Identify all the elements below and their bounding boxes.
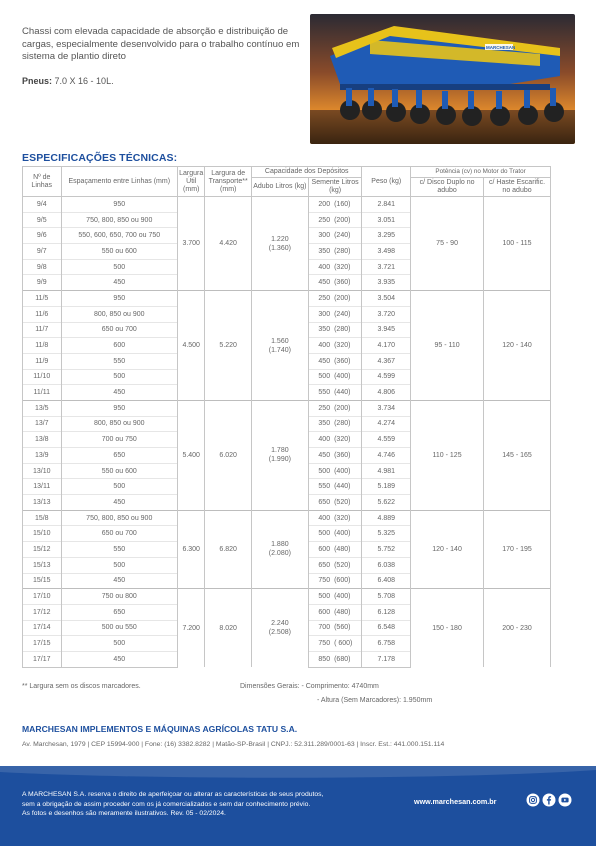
cell-lines: 13/8 <box>23 432 62 448</box>
seed-kg: (280) <box>334 420 351 428</box>
spec-title: ESPECIFICAÇÕES TÉCNICAS: <box>22 152 178 164</box>
seed-liters: 250 <box>318 404 331 412</box>
cell-shank: 200 - 230 <box>484 589 551 667</box>
seed-liters: 300 <box>318 310 331 318</box>
cell-weight: 7.178 <box>362 651 411 667</box>
seed-liters: 500 <box>318 593 331 601</box>
cell-seed <box>308 589 362 605</box>
cell-weight: 4.746 <box>362 448 411 464</box>
cell-weight: 4.889 <box>362 510 411 526</box>
cell-disc: 75 - 90 <box>411 197 484 291</box>
cell-weight: 3.051 <box>362 212 411 228</box>
seed-liters: 250 <box>318 294 331 302</box>
cell-spacing: 600 <box>61 338 178 354</box>
cell-lines: 11/8 <box>23 338 62 354</box>
cell-seed <box>308 620 362 636</box>
cell-weight: 6.038 <box>362 557 411 573</box>
cell-weight: 4.559 <box>362 432 411 448</box>
seed-liters: 400 <box>318 263 331 271</box>
seed-kg: (160) <box>334 200 351 208</box>
seed-liters: 600 <box>318 545 331 553</box>
cell-spacing: 650 <box>61 604 178 620</box>
footer-line-1: A MARCHESAN S.A. reserva o direito de aperfeiçoar ou alterar as características de seus produtos, <box>22 791 324 798</box>
company-address: Av. Marchesan, 1979 | CEP 15994-900 | Fone: (16) 3382.8282 | Matão-SP-Brasil | CNPJ.: 52.311.289/0001-63 | Inscr. Est.: 441.000.151.114 <box>22 741 445 748</box>
seed-liters: 400 <box>318 436 331 444</box>
cell-weight: 4.599 <box>362 369 411 385</box>
cell-seed <box>308 353 362 369</box>
cell-fertilizer <box>252 400 309 510</box>
table-row <box>23 589 551 605</box>
cell-weight: 6.548 <box>362 620 411 636</box>
seed-kg: (480) <box>334 608 351 616</box>
header-spacing: Espaçamento entre Linhas (mm) <box>61 167 178 197</box>
cell-transport: 6.020 <box>205 400 252 510</box>
cell-seed <box>308 275 362 291</box>
cell-width: 7.200 <box>178 589 205 667</box>
company-name: MARCHESAN IMPLEMENTOS E MÁQUINAS AGRÍCOLAS TATU S.A. <box>22 724 298 734</box>
seed-kg: (240) <box>334 310 351 318</box>
cell-seed <box>308 244 362 260</box>
cell-fertilizer <box>252 510 309 588</box>
seed-liters: 350 <box>318 247 331 255</box>
seed-kg: (520) <box>334 561 351 569</box>
cell-spacing: 800, 850 ou 900 <box>61 416 178 432</box>
seed-liters: 650 <box>318 498 331 506</box>
tires-value: 7.0 X 16 - 10L. <box>54 76 114 86</box>
cell-weight: 5.708 <box>362 589 411 605</box>
seed-kg: ( 600) <box>334 640 353 648</box>
seed-kg: (480) <box>334 545 351 553</box>
cell-disc: 150 - 180 <box>411 589 484 667</box>
cell-weight: 5.189 <box>362 479 411 495</box>
cell-lines: 11/7 <box>23 322 62 338</box>
fertilizer-liters: 1.560 <box>271 337 289 345</box>
cell-spacing: 950 <box>61 400 178 416</box>
brand-text: MARCHESAN <box>486 45 516 50</box>
seed-kg: (320) <box>334 342 351 350</box>
header-capacity: Capacidade dos Depósitos <box>252 167 362 178</box>
seed-liters: 350 <box>318 420 331 428</box>
cell-spacing: 500 <box>61 557 178 573</box>
fertilizer-liters: 2.240 <box>271 620 289 628</box>
fertilizer-kg: (2.080) <box>268 550 291 558</box>
cell-weight: 5.325 <box>362 526 411 542</box>
seed-kg: (320) <box>334 514 351 522</box>
footer-line-2: sem a obrigação de assim proceder com os já comercializados e sem dar conhecimento prévio. <box>22 800 311 808</box>
seed-kg: (600) <box>334 577 351 585</box>
seed-kg: (400) <box>334 593 351 601</box>
cell-seed <box>308 604 362 620</box>
footer-bar <box>0 766 596 846</box>
dimensions-height: - Altura (Sem Marcadores): 1.950mm <box>317 697 433 704</box>
header-seed: Semente Litros (kg) <box>308 178 362 197</box>
cell-seed <box>308 573 362 589</box>
social-icons <box>526 793 572 807</box>
fertilizer-kg: (1.990) <box>268 456 291 464</box>
seed-liters: 300 <box>318 232 331 240</box>
seed-kg: (200) <box>334 294 351 302</box>
cell-weight: 3.721 <box>362 259 411 275</box>
seed-kg: (360) <box>334 279 351 287</box>
cell-lines: 15/12 <box>23 542 62 558</box>
cell-width: 4.500 <box>178 291 205 401</box>
cell-disc: 120 - 140 <box>411 510 484 588</box>
seed-liters: 350 <box>318 326 331 334</box>
cell-width: 5.400 <box>178 400 205 510</box>
footer-website-link[interactable]: www.marchesan.com.br <box>414 797 497 806</box>
header-transport: Largura de Transporte** (mm) <box>205 167 252 197</box>
seed-liters: 400 <box>318 342 331 350</box>
header-weight: Peso (kg) <box>362 167 411 197</box>
cell-weight: 6.128 <box>362 604 411 620</box>
cell-lines: 15/8 <box>23 510 62 526</box>
seed-liters: 550 <box>318 389 331 397</box>
fertilizer-liters: 1.880 <box>271 541 289 549</box>
seed-kg: (400) <box>334 530 351 538</box>
cell-seed <box>308 463 362 479</box>
cell-lines: 17/15 <box>23 636 62 652</box>
table-row <box>23 197 551 213</box>
seed-kg: (320) <box>334 263 351 271</box>
seed-kg: (440) <box>334 389 351 397</box>
cell-weight: 4.170 <box>362 338 411 354</box>
cell-spacing: 500 <box>61 369 178 385</box>
cell-lines: 11/10 <box>23 369 62 385</box>
seed-liters: 700 <box>318 624 331 632</box>
cell-weight: 2.841 <box>362 197 411 213</box>
product-photo <box>310 14 575 144</box>
footnote: ** Largura sem os discos marcadores. <box>22 683 141 690</box>
seed-liters: 500 <box>318 373 331 381</box>
cell-weight: 3.295 <box>362 228 411 244</box>
cell-spacing: 750 ou 800 <box>61 589 178 605</box>
cell-lines: 11/5 <box>23 291 62 307</box>
header-lines: Nº de Linhas <box>23 167 62 197</box>
cell-lines: 13/5 <box>23 400 62 416</box>
cell-shank: 170 - 195 <box>484 510 551 588</box>
cell-spacing: 950 <box>61 197 178 213</box>
cell-seed <box>308 636 362 652</box>
seed-liters: 250 <box>318 216 331 224</box>
seed-liters: 400 <box>318 514 331 522</box>
seed-kg: (360) <box>334 451 351 459</box>
cell-fertilizer <box>252 589 309 667</box>
cell-lines: 9/4 <box>23 197 62 213</box>
cell-lines: 15/13 <box>23 557 62 573</box>
spec-table <box>22 166 551 668</box>
seed-liters: 750 <box>318 577 331 585</box>
table-row <box>23 291 551 307</box>
seed-kg: (440) <box>334 483 351 491</box>
cell-fertilizer <box>252 197 309 291</box>
cell-weight: 3.504 <box>362 291 411 307</box>
cell-spacing: 500 <box>61 259 178 275</box>
cell-lines: 13/10 <box>23 463 62 479</box>
cell-spacing: 750, 800, 850 ou 900 <box>61 510 178 526</box>
cell-lines: 11/6 <box>23 306 62 322</box>
cell-disc: 95 - 110 <box>411 291 484 401</box>
cell-weight: 6.758 <box>362 636 411 652</box>
cell-seed <box>308 338 362 354</box>
seed-liters: 650 <box>318 561 331 569</box>
seed-liters: 550 <box>318 483 331 491</box>
cell-lines: 11/11 <box>23 385 62 401</box>
cell-seed <box>308 212 362 228</box>
cell-seed <box>308 510 362 526</box>
cell-weight: 3.734 <box>362 400 411 416</box>
fertilizer-liters: 1.780 <box>271 447 289 455</box>
cell-weight: 3.935 <box>362 275 411 291</box>
cell-lines: 15/10 <box>23 526 62 542</box>
dimensions-length: Dimensões Gerais: - Comprimento: 4740mm <box>240 683 379 690</box>
cell-lines: 17/14 <box>23 620 62 636</box>
footer-disclaimer <box>22 790 402 819</box>
tires-label: Pneus: <box>22 76 53 86</box>
cell-spacing: 950 <box>61 291 178 307</box>
cell-lines: 11/9 <box>23 353 62 369</box>
cell-lines: 9/5 <box>23 212 62 228</box>
cell-spacing: 450 <box>61 651 178 667</box>
fertilizer-kg: (1.740) <box>268 346 291 354</box>
seed-kg: (320) <box>334 436 351 444</box>
table-row <box>23 510 551 526</box>
cell-seed <box>308 385 362 401</box>
facebook-icon[interactable] <box>542 793 556 807</box>
cell-spacing: 500 <box>61 636 178 652</box>
fertilizer-liters: 1.220 <box>271 235 289 243</box>
cell-spacing: 650 ou 700 <box>61 526 178 542</box>
cell-spacing: 550, 600, 650, 700 ou 750 <box>61 228 178 244</box>
cell-weight: 4.367 <box>362 353 411 369</box>
cell-transport: 4.420 <box>205 197 252 291</box>
cell-seed <box>308 306 362 322</box>
cell-weight: 6.408 <box>362 573 411 589</box>
header-power: Potência (cv) no Motor do Trator <box>411 167 551 178</box>
cell-shank: 100 - 115 <box>484 197 551 291</box>
cell-lines: 9/8 <box>23 259 62 275</box>
table-row <box>23 400 551 416</box>
cell-spacing: 750, 800, 850 ou 900 <box>61 212 178 228</box>
cell-fertilizer <box>252 291 309 401</box>
seed-liters: 200 <box>318 200 331 208</box>
cell-lines: 13/7 <box>23 416 62 432</box>
cell-lines: 17/10 <box>23 589 62 605</box>
cell-spacing: 500 ou 550 <box>61 620 178 636</box>
seed-kg: (560) <box>334 624 351 632</box>
seed-liters: 500 <box>318 467 331 475</box>
cell-seed <box>308 526 362 542</box>
cell-weight: 5.752 <box>362 542 411 558</box>
tires-spec <box>22 76 114 86</box>
header-fertilizer: Adubo Litros (kg) <box>252 178 309 197</box>
cell-seed <box>308 479 362 495</box>
seed-kg: (240) <box>334 232 351 240</box>
fertilizer-kg: (2.508) <box>268 629 291 637</box>
cell-spacing: 800, 850 ou 900 <box>61 306 178 322</box>
cell-seed <box>308 432 362 448</box>
seed-liters: 600 <box>318 608 331 616</box>
seed-kg: (680) <box>334 655 351 663</box>
seed-liters: 450 <box>318 451 331 459</box>
cell-transport: 5.220 <box>205 291 252 401</box>
cell-width: 3.700 <box>178 197 205 291</box>
header-width: Largura Útil (mm) <box>178 167 205 197</box>
cell-weight: 3.498 <box>362 244 411 260</box>
cell-lines: 9/7 <box>23 244 62 260</box>
seed-liters: 450 <box>318 357 331 365</box>
seed-kg: (280) <box>334 326 351 334</box>
footer-wave <box>0 766 596 780</box>
cell-lines: 13/13 <box>23 495 62 511</box>
cell-disc: 110 - 125 <box>411 400 484 510</box>
cell-shank: 145 - 165 <box>484 400 551 510</box>
cell-transport: 6.820 <box>205 510 252 588</box>
cell-spacing: 550 ou 600 <box>61 463 178 479</box>
cell-seed <box>308 495 362 511</box>
cell-spacing: 650 <box>61 448 178 464</box>
cell-spacing: 550 <box>61 542 178 558</box>
cell-seed <box>308 448 362 464</box>
cell-lines: 15/15 <box>23 573 62 589</box>
cell-spacing: 550 <box>61 353 178 369</box>
cell-seed <box>308 291 362 307</box>
cell-spacing: 700 ou 750 <box>61 432 178 448</box>
cell-shank: 120 - 140 <box>484 291 551 401</box>
cell-transport: 8.020 <box>205 589 252 667</box>
seed-kg: (200) <box>334 216 351 224</box>
intro-description: Chassi com elevada capacidade de absorção e distribuição de cargas, especialmente desenvolvido para o trabalho contínuo em sistema de plantio direto <box>22 26 300 63</box>
seed-liters: 500 <box>318 530 331 538</box>
seed-kg: (400) <box>334 373 351 381</box>
footer-line-3: As fotos e desenhos são meramente ilustrativos. Rev. 05 - 02/2024. <box>22 810 226 818</box>
cell-seed <box>308 322 362 338</box>
cell-seed <box>308 197 362 213</box>
seed-kg: (280) <box>334 247 351 255</box>
seed-liters: 850 <box>318 655 331 663</box>
cell-seed <box>308 369 362 385</box>
cell-seed <box>308 557 362 573</box>
seed-liters: 750 <box>318 640 331 648</box>
cell-seed <box>308 228 362 244</box>
header-shank: c/ Haste Escarific. no adubo <box>484 178 551 197</box>
seed-kg: (360) <box>334 357 351 365</box>
fertilizer-kg: (1.360) <box>268 244 291 252</box>
cell-spacing: 450 <box>61 385 178 401</box>
seed-kg: (400) <box>334 467 351 475</box>
cell-lines: 9/6 <box>23 228 62 244</box>
cell-seed <box>308 651 362 667</box>
cell-spacing: 500 <box>61 479 178 495</box>
cell-spacing: 650 ou 700 <box>61 322 178 338</box>
cell-weight: 4.981 <box>362 463 411 479</box>
cell-lines: 13/11 <box>23 479 62 495</box>
header-disc: c/ Disco Duplo no adubo <box>411 178 484 197</box>
cell-width: 6.300 <box>178 510 205 588</box>
cell-spacing: 450 <box>61 495 178 511</box>
cell-weight: 5.622 <box>362 495 411 511</box>
cell-seed <box>308 416 362 432</box>
cell-spacing: 450 <box>61 573 178 589</box>
cell-lines: 17/17 <box>23 651 62 667</box>
cell-seed <box>308 259 362 275</box>
youtube-icon[interactable] <box>558 793 572 807</box>
cell-lines: 9/9 <box>23 275 62 291</box>
cell-weight: 3.720 <box>362 306 411 322</box>
seed-liters: 450 <box>318 279 331 287</box>
seed-kg: (200) <box>334 404 351 412</box>
cell-weight: 3.945 <box>362 322 411 338</box>
cell-spacing: 550 ou 600 <box>61 244 178 260</box>
cell-weight: 4.806 <box>362 385 411 401</box>
cell-lines: 17/12 <box>23 604 62 620</box>
cell-seed <box>308 542 362 558</box>
instagram-icon[interactable] <box>526 793 540 807</box>
seed-kg: (520) <box>334 498 351 506</box>
cell-lines: 13/9 <box>23 448 62 464</box>
cell-seed <box>308 400 362 416</box>
cell-weight: 4.274 <box>362 416 411 432</box>
cell-spacing: 450 <box>61 275 178 291</box>
